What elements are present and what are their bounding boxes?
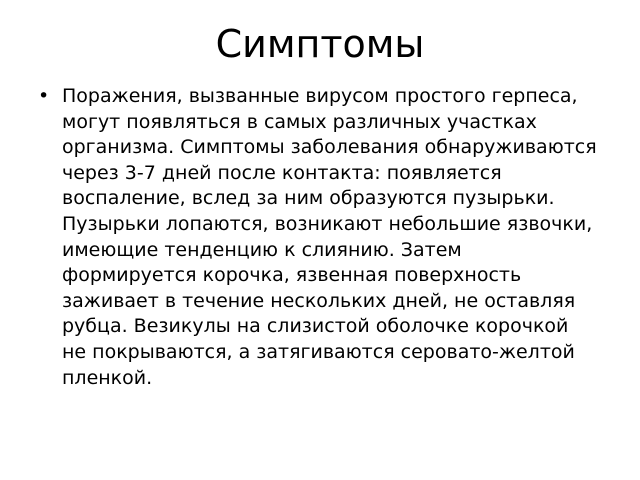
slide-title: Симптомы — [215, 22, 425, 66]
bullet-dot-icon: • — [38, 85, 50, 107]
slide-content — [38, 84, 598, 391]
bullet-list — [38, 84, 598, 391]
bullet-text: Поражения, вызванные вирусом простого герпеса, могут появляться в самых различных участках организма. Симптомы заболевания обнаруживаются через 3-7 дней после контакта: появляется воспаление, вслед за ним образуются пузырьки. Пузырьки лопаются, возникают небольшие язвочки, имеющие тенденцию к слиянию. Затем формируется корочка, язвенная поверхность заживает в течение нескольких дней, не оставляя рубца. Везикулы на слизистой оболочке корочкой не покрываются, а затягиваются серовато-желтой пленкой. — [62, 85, 597, 389]
bullet-item — [38, 84, 598, 391]
